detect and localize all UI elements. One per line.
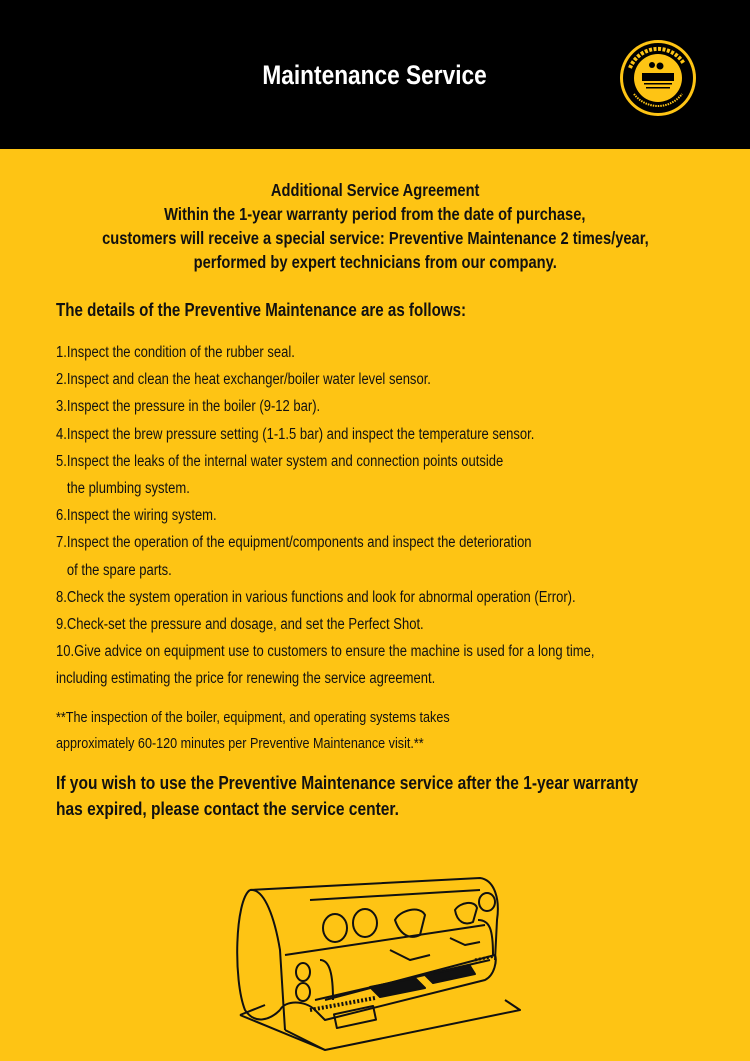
list-item-continuation (56, 665, 697, 692)
details-heading (56, 300, 544, 321)
note-line (56, 731, 525, 757)
contact-callout (56, 770, 749, 822)
agreement-intro (0, 178, 750, 274)
list-item (56, 421, 697, 448)
cta-line-text: has expired, please contact the service center. (56, 798, 399, 819)
list-item-text: 6.Inspect the wiring system. (56, 507, 217, 525)
list-item (56, 529, 697, 556)
list-item (56, 448, 697, 475)
list-item-text: including estimating the price for renewing the service agreement. (56, 670, 436, 688)
intro-line (0, 250, 750, 274)
intro-line (0, 226, 750, 250)
list-item (56, 366, 697, 393)
list-item (56, 638, 697, 665)
list-item (56, 502, 697, 529)
header-band (0, 0, 750, 149)
list-item-text: 5.Inspect the leaks of the internal water system and connection points outside (56, 452, 504, 470)
list-item (56, 611, 697, 638)
cta-line-text: If you wish to use the Preventive Maintenance service after the 1-year warranty (56, 772, 639, 793)
intro-line-text: Within the 1-year warranty period from the date of purchase, (164, 204, 586, 224)
intro-line (0, 202, 750, 226)
hillkoff-logo-icon (618, 38, 698, 118)
list-item-text: 2.Inspect and clean the heat exchanger/boiler water level sensor. (56, 371, 431, 389)
list-item-text: 3.Inspect the pressure in the boiler (9-12 bar). (56, 398, 321, 416)
espresso-machine-icon (225, 860, 535, 1055)
cta-line (56, 796, 749, 822)
note-line (56, 705, 525, 731)
details-heading-text: The details of the Preventive Maintenance are as follows: (56, 300, 467, 320)
list-item-text: 8.Check the system operation in various functions and look for abnormal operation (Error). (56, 588, 576, 606)
list-item-text: 1.Inspect the condition of the rubber seal. (56, 344, 295, 361)
list-item-text: of the spare parts. (56, 561, 172, 579)
list-item-text: the plumbing system. (56, 479, 190, 497)
cta-line (56, 770, 749, 796)
intro-line-text: performed by expert technicians from our company. (193, 252, 557, 272)
list-item-text: 9.Check-set the pressure and dosage, and set the Perfect Shot. (56, 615, 424, 633)
list-item-text: 7.Inspect the operation of the equipment/components and inspect the deterioration (56, 534, 532, 552)
maintenance-list (56, 339, 697, 692)
note-line-text: **The inspection of the boiler, equipment, and operating systems takes (56, 709, 450, 726)
list-item (56, 339, 697, 366)
list-item-text: 4.Inspect the brew pressure setting (1-1.5 bar) and inspect the temperature sensor. (56, 425, 535, 443)
agreement-heading (0, 178, 750, 202)
duration-note (56, 705, 525, 757)
list-item (56, 393, 697, 420)
list-item-text: 10.Give advice on equipment use to customers to ensure the machine is used for a long time, (56, 643, 595, 661)
agreement-heading-text: Additional Service Agreement (270, 180, 480, 200)
intro-line-text: customers will receive a special service: Preventive Maintenance 2 times/year, (101, 228, 649, 248)
list-item-continuation (56, 475, 697, 502)
page-title-text: Maintenance Service (262, 60, 488, 90)
list-item-continuation (56, 557, 697, 584)
list-item (56, 584, 697, 611)
note-line-text: approximately 60-120 minutes per Preventive Maintenance visit.** (56, 735, 424, 752)
